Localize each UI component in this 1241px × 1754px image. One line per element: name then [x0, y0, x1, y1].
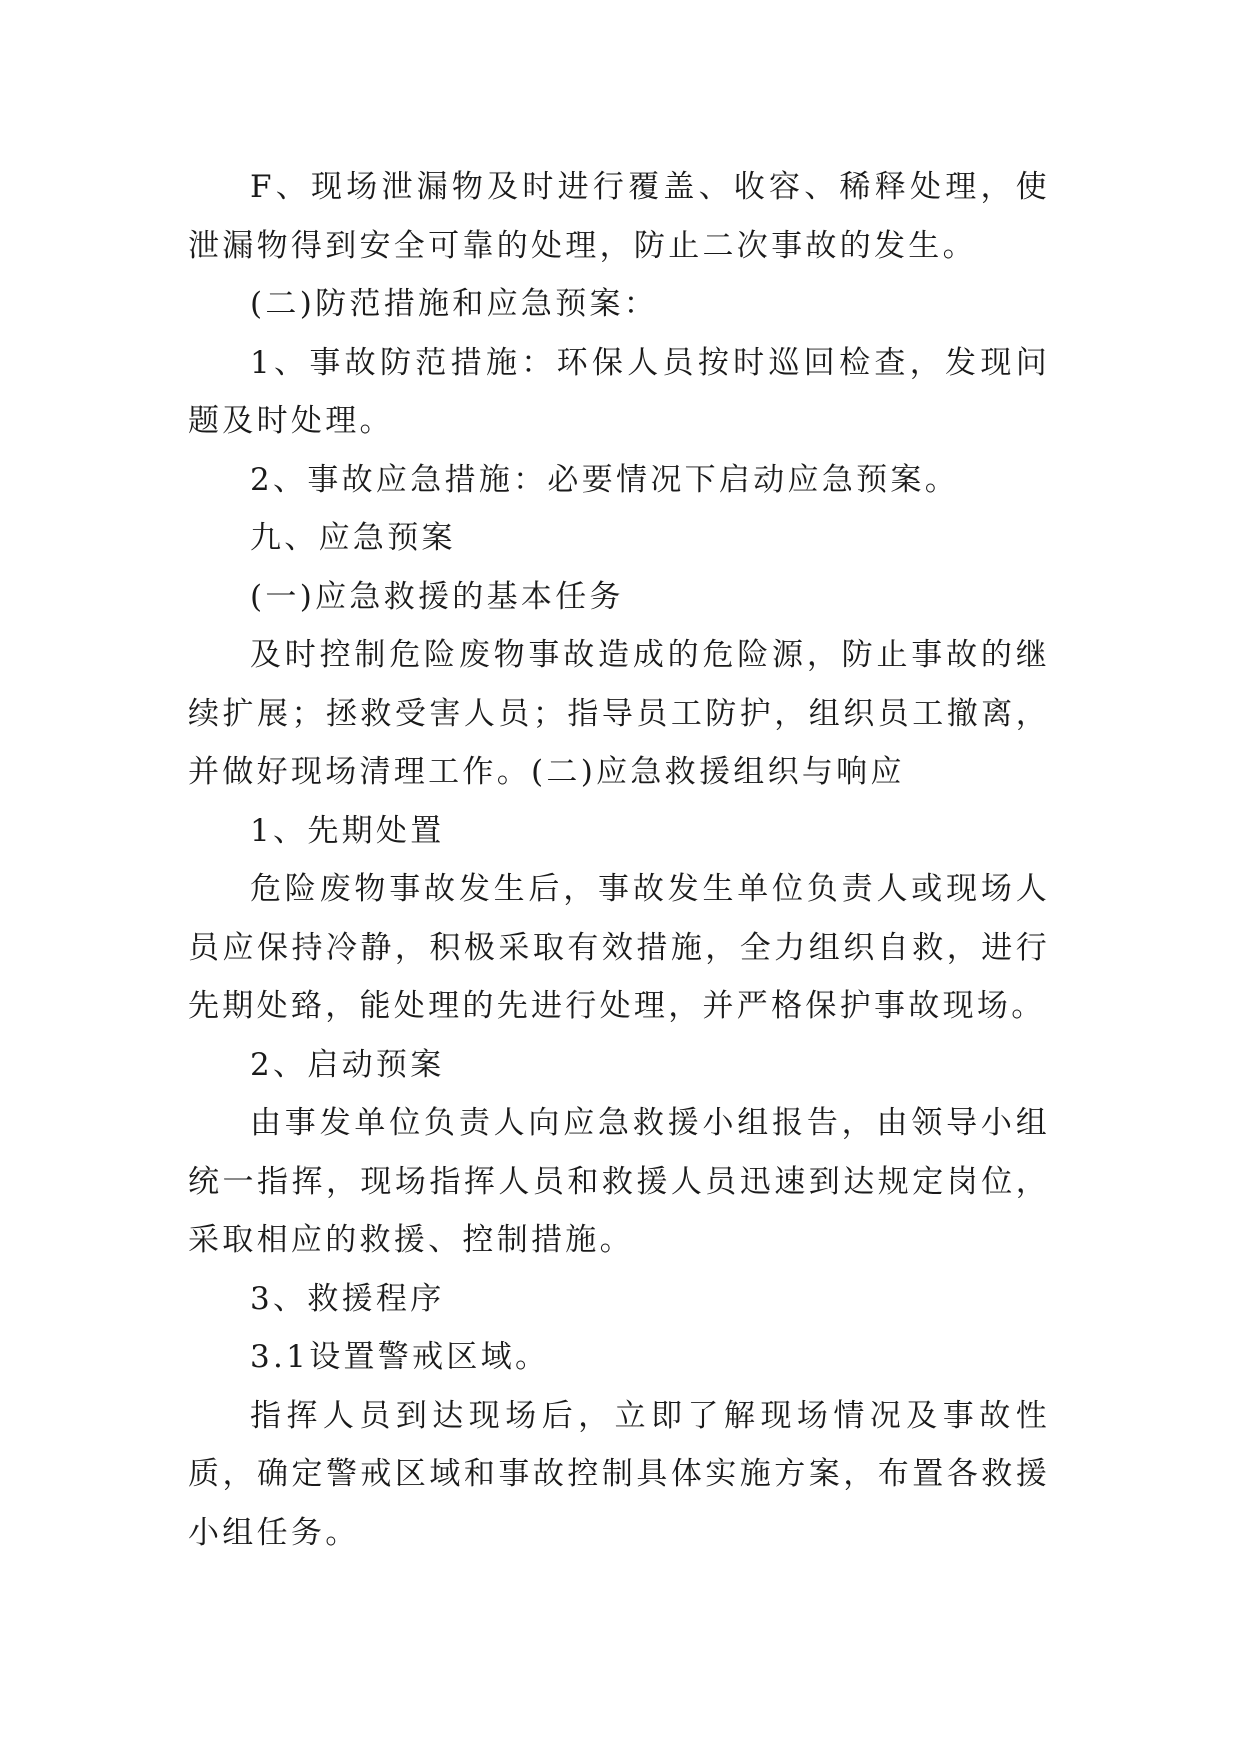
section-heading-emergency-plan: 九、应急预案	[250, 520, 456, 556]
paragraph-heading-prevention: (二)防范措施和应急预案：	[250, 286, 659, 322]
paragraph-heading-activate-plan: 2、启动预案	[250, 1046, 445, 1083]
paragraph-leak-handling: F、现场泄漏物及时进行覆盖、收容、稀释处理，使泄漏物得到安全可靠的处理，防止二次事故的发生。	[188, 169, 1050, 264]
document-body	[188, 158, 1050, 1562]
paragraph-activate-plan: 由事发单位负责人向应急救援小组报告，由领导小组统一指挥，现场指挥人员和救援人员迅速到达规定岗位，采取相应的救援、控制措施。	[188, 1105, 1050, 1258]
paragraph-warning-zone: 指挥人员到达现场后，立即了解现场情况及事故性质，确定警戒区域和事故控制具体实施方案，布置各救援小组任务。	[188, 1397, 1050, 1551]
paragraph-heading-initial-response: 1、先期处置	[250, 812, 445, 849]
paragraph-heading-basic-tasks: (一)应急救援的基本任务	[250, 578, 624, 615]
paragraph-emergency-measures: 2、事故应急措施：必要情况下启动应急预案。	[250, 461, 960, 498]
paragraph-basic-tasks: 及时控制危险废物事故造成的危险源，防止事故的继续扩展；拯救受害人员；指导员工防护，组织员工撤离，并做好现场清理工作。(二)应急救援组织与响应	[188, 637, 1050, 790]
paragraph-heading-warning-zone: 3.1设置警戒区域。	[250, 1339, 550, 1375]
paragraph-prevention-measures: 1、事故防范措施：环保人员按时巡回检查，发现问题及时处理。	[188, 344, 1050, 439]
paragraph-heading-rescue-procedure: 3、救援程序	[250, 1280, 445, 1317]
paragraph-initial-response: 危险废物事故发生后，事故发生单位负责人或现场人员应保持冷静，积极采取有效措施，全力组织自救，进行先期处臵，能处理的先进行处理，并严格保护事故现场。	[188, 871, 1050, 1024]
